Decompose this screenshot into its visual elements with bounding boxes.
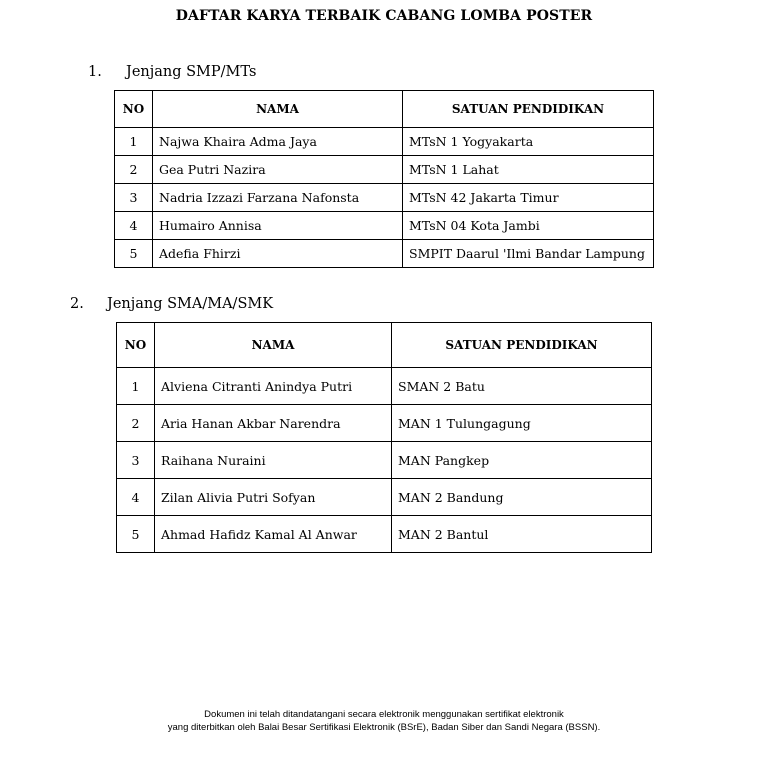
table-row (115, 128, 654, 156)
document-title: DAFTAR KARYA TERBAIK CABANG LOMBA POSTER (175, 8, 593, 24)
footer-line-2: yang diterbitkan oleh Balai Besar Sertifikasi Elektronik (BSrE), Badan Siber dan Sandi Negara (BSSN). (167, 722, 601, 733)
cell-no: 2 (115, 156, 153, 184)
cell-satuan: MAN 2 Bantul (392, 516, 652, 553)
header-no: NO (117, 323, 155, 368)
cell-no: 5 (115, 240, 153, 268)
cell-nama: Zilan Alivia Putri Sofyan (155, 479, 392, 516)
table-row (117, 368, 652, 405)
table-row (117, 442, 652, 479)
cell-nama: Najwa Khaira Adma Jaya (153, 128, 403, 156)
cell-satuan: MTsN 04 Kota Jambi (403, 212, 654, 240)
table-row (117, 479, 652, 516)
cell-no: 5 (117, 516, 155, 553)
section-title: Jenjang SMP/MTs (126, 64, 257, 80)
table-row (115, 184, 654, 212)
table-row (115, 240, 654, 268)
cell-satuan: MAN 2 Bandung (392, 479, 652, 516)
table-row (117, 405, 652, 442)
cell-no: 1 (115, 128, 153, 156)
cell-nama: Raihana Nuraini (155, 442, 392, 479)
cell-nama: Alviena Citranti Anindya Putri (155, 368, 392, 405)
section-title: Jenjang SMA/MA/SMK (107, 296, 274, 312)
footer-line-1: Dokumen ini telah ditandatangani secara elektronik menggunakan sertifikat elektronik (204, 709, 564, 720)
table-row (115, 212, 654, 240)
cell-satuan: SMPIT Daarul 'Ilmi Bandar Lampung (403, 240, 654, 268)
header-nama: NAMA (155, 323, 392, 368)
section-heading-sma (70, 296, 273, 312)
cell-nama: Humairo Annisa (153, 212, 403, 240)
cell-no: 2 (117, 405, 155, 442)
cell-no: 3 (117, 442, 155, 479)
table-row (117, 516, 652, 553)
section-number: 1. (88, 64, 102, 80)
cell-satuan: MTsN 1 Lahat (403, 156, 654, 184)
header-satuan: SATUAN PENDIDIKAN (403, 91, 654, 128)
table-sma (116, 322, 652, 553)
cell-no: 4 (117, 479, 155, 516)
e-signature-footer (0, 708, 768, 734)
cell-satuan: MAN 1 Tulungagung (392, 405, 652, 442)
cell-satuan: MAN Pangkep (392, 442, 652, 479)
header-nama: NAMA (153, 91, 403, 128)
section-heading-smp (88, 64, 256, 80)
cell-satuan: MTsN 42 Jakarta Timur (403, 184, 654, 212)
header-no: NO (115, 91, 153, 128)
table-header-row (115, 91, 654, 128)
header-satuan: SATUAN PENDIDIKAN (392, 323, 652, 368)
cell-satuan: SMAN 2 Batu (392, 368, 652, 405)
cell-nama: Ahmad Hafidz Kamal Al Anwar (155, 516, 392, 553)
cell-no: 4 (115, 212, 153, 240)
table-header-row (117, 323, 652, 368)
cell-nama: Aria Hanan Akbar Narendra (155, 405, 392, 442)
cell-nama: Adefia Fhirzi (153, 240, 403, 268)
section-number: 2. (70, 296, 84, 312)
cell-nama: Nadria Izzazi Farzana Nafonsta (153, 184, 403, 212)
cell-nama: Gea Putri Nazira (153, 156, 403, 184)
cell-no: 3 (115, 184, 153, 212)
cell-satuan: MTsN 1 Yogyakarta (403, 128, 654, 156)
table-smp (114, 90, 654, 268)
cell-no: 1 (117, 368, 155, 405)
table-row (115, 156, 654, 184)
